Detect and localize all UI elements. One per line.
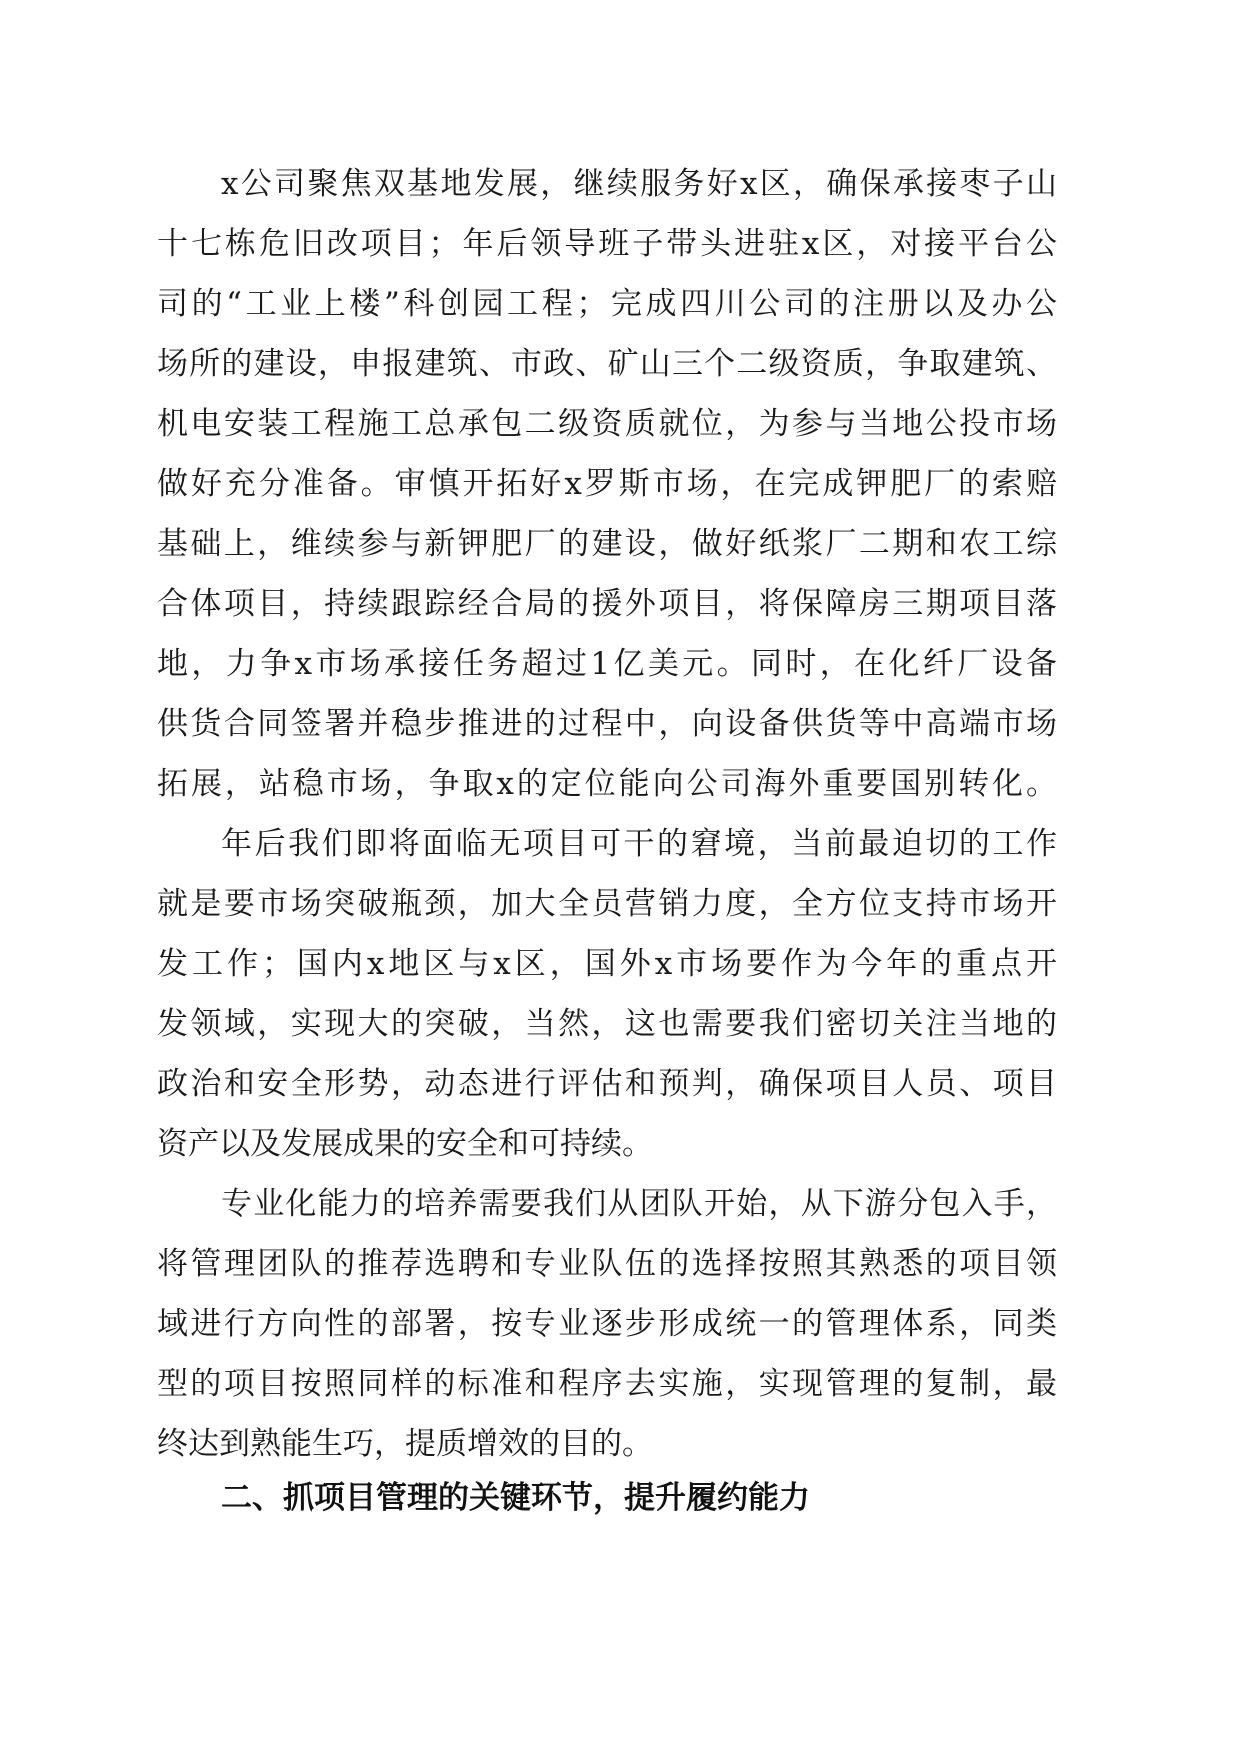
paragraph-1-line-1: x公司聚焦双基地发展，继续服务好x区，确保承接枣子山 [221, 166, 1057, 202]
section-heading: 二、抓项目管理的关键环节，提升履约能力 [221, 1480, 810, 1516]
paragraph-2-line-3: 发工作；国内x地区与x区，国外x市场要作为今年的重点开 [157, 946, 1057, 982]
paragraph-3-line-1: 专业化能力的培养需要我们从团队开始，从下游分包入手， [221, 1186, 1057, 1222]
paragraph-2-line-5: 政治和安全形势，动态进行评估和预判，确保项目人员、项目 [157, 1066, 1057, 1102]
paragraph-1-line-9: 地，力争x市场承接任务超过1亿美元。同时，在化纤厂设备 [157, 646, 1057, 682]
paragraph-2-line-1: 年后我们即将面临无项目可干的窘境，当前最迫切的工作 [221, 826, 1057, 862]
paragraph-1-line-4: 场所的建设，申报建筑、市政、矿山三个二级资质，争取建筑、 [157, 346, 1057, 382]
paragraph-1-line-8: 合体项目，持续跟踪经合局的援外项目，将保障房三期项目落 [157, 586, 1057, 622]
paragraph-1-line-3: 司的“工业上楼”科创园工程；完成四川公司的注册以及办公 [157, 286, 1057, 322]
paragraph-1-line-2: 十七栋危旧改项目；年后领导班子带头进驻x区，对接平台公 [157, 226, 1057, 262]
paragraph-2-line-2: 就是要市场突破瓶颈，加大全员营销力度，全方位支持市场开 [157, 886, 1057, 922]
paragraph-1-line-11: 拓展，站稳市场，争取x的定位能向公司海外重要国别转化。 [157, 766, 1057, 802]
paragraph-1-line-10: 供货合同签署并稳步推进的过程中，向设备供货等中高端市场 [157, 706, 1057, 742]
paragraph-3-line-4: 型的项目按照同样的标准和程序去实施，实现管理的复制，最 [157, 1366, 1057, 1402]
paragraph-1-line-6: 做好充分准备。审慎开拓好x罗斯市场，在完成钾肥厂的索赔 [157, 466, 1057, 502]
paragraph-2-line-6: 资产以及发展成果的安全和可持续。 [157, 1126, 653, 1162]
paragraph-3-line-2: 将管理团队的推荐选聘和专业队伍的选择按照其熟悉的项目领 [157, 1246, 1057, 1282]
paragraph-3-line-5: 终达到熟能生巧，提质增效的目的。 [157, 1426, 653, 1462]
paragraph-2-line-4: 发领域，实现大的突破，当然，这也需要我们密切关注当地的 [157, 1006, 1057, 1042]
paragraph-1-line-5: 机电安装工程施工总承包二级资质就位，为参与当地公投市场 [157, 406, 1057, 442]
paragraph-1-line-7: 基础上，维续参与新钾肥厂的建设，做好纸浆厂二期和农工综 [157, 526, 1057, 562]
paragraph-3-line-3: 域进行方向性的部署，按专业逐步形成统一的管理体系，同类 [157, 1306, 1057, 1342]
